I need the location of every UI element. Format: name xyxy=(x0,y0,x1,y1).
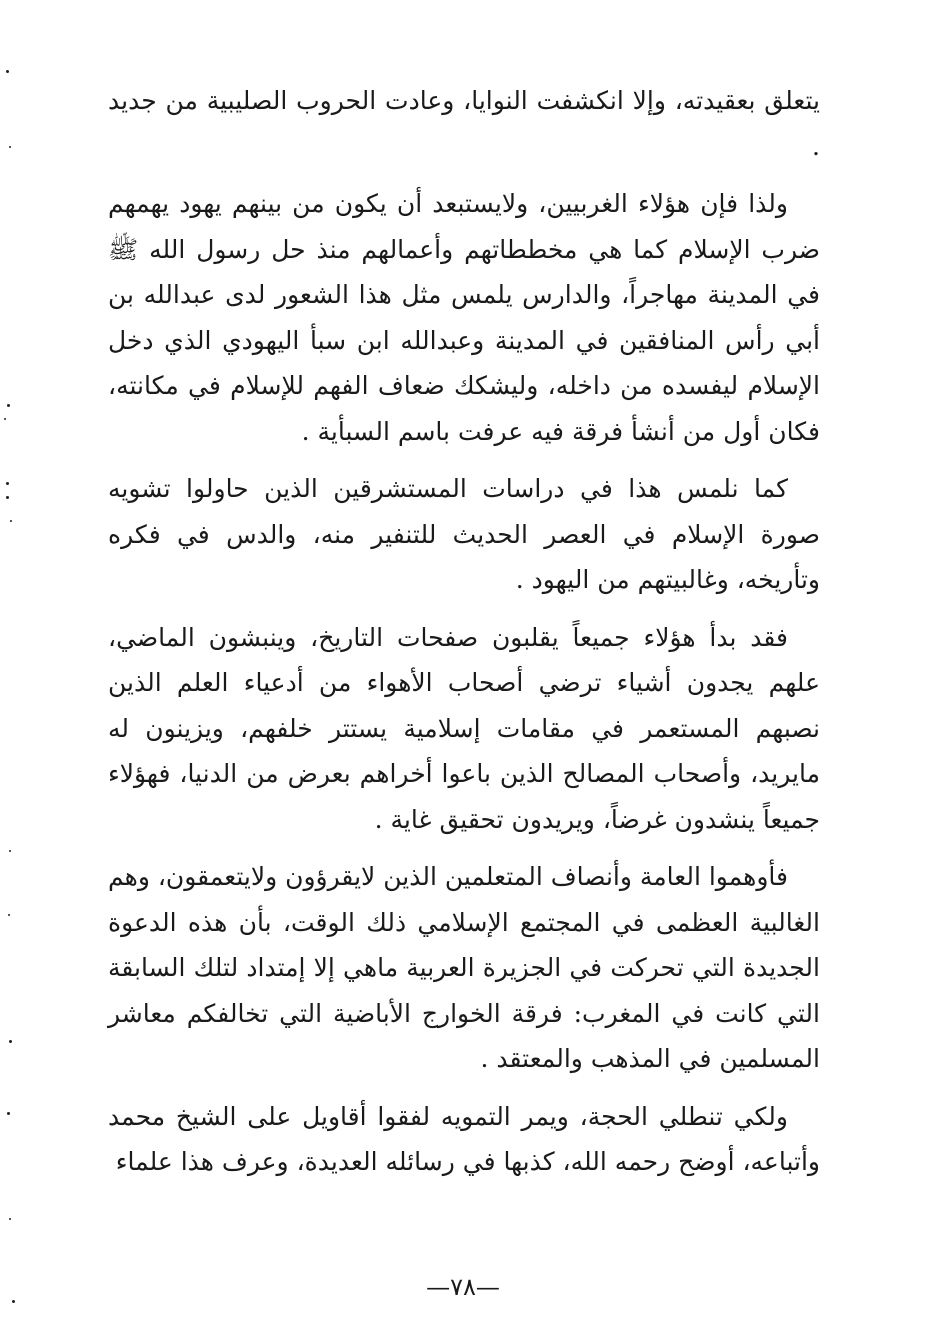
scan-mark xyxy=(9,1218,11,1220)
paragraph-1: يتعلق بعقيدته، وإلا انكشفت النوايا، وعادت الحروب الصليبية من جديد . xyxy=(108,86,820,161)
page-number: —٧٨— xyxy=(426,1273,500,1301)
paragraph-4: فقد بدأ هؤلاء جميعاً يقلبون صفحات التاريخ، وينبشون الماضي، علهم يجدون أشياء ترضي أصحاب الأهواء من أدعياء العلم الذين نصبهم المستعمر في مقامات إسلامية يستتر خلفهم، ويزينون له مايريد، وأصحاب المصالح الذين باعوا أخراهم بعرض من الدنيا، فهؤلاء جميعاً ينشدون غرضاً، ويريدون تحقيق غاية . xyxy=(108,622,820,834)
scan-mark xyxy=(10,520,12,522)
scan-mark xyxy=(9,850,11,852)
scan-mark xyxy=(7,404,10,407)
scan-mark xyxy=(8,914,10,916)
scan-mark xyxy=(9,1040,12,1043)
body-text xyxy=(108,78,820,1197)
scan-mark xyxy=(6,496,9,499)
paragraph-3: كما نلمس هذا في دراسات المستشرقين الذين حاولوا تشويه صورة الإسلام في العصر الحديث للتنفير منه، والدس في فكره وتأريخه، وغالبيتهم من اليهود . xyxy=(108,474,820,594)
scan-mark xyxy=(12,1300,15,1303)
scan-mark xyxy=(9,146,11,148)
paragraph-5: فأوهموا العامة وأنصاف المتعلمين الذين لايقرؤون ولايتعمقون، وهم الغالبية العظمى في المجتمع الإسلامي ذلك الوقت، بأن هذه الدعوة الجديدة التي تحركت في الجزيرة العربية ماهي إلا إمتداد لتلك السابقة التي كانت في المغرب: فرقة الخوارج الأباضية التي تخالفكم معاشر المسلمين في المذهب والمعتقد . xyxy=(108,862,820,1073)
scan-mark xyxy=(4,418,6,420)
paragraph-6: ولكي تنطلي الحجة، ويمر التمويه لفقوا أقاويل على الشيخ محمد وأتباعه، أوضح رحمه الله، كذبها في رسائله العديدة، وعرف هذا علماء xyxy=(108,1101,820,1176)
scan-mark xyxy=(6,482,9,485)
paragraph-2: ولذا فإن هؤلاء الغربيين، ولايستبعد أن يكون من بينهم يهود يهمهم ضرب الإسلام كما هي مخططاتهم وأعمالهم منذ حل رسول الله ﷺ في المدينة مهاجراً، والدارس يلمس مثل هذا الشعور لدى عبدالله بن أبي رأس المنافقين في المدينة وعبدالله ابن سبأ اليهودي الذي دخل الإسلام ليفسده من داخله، وليشكك ضعاف الفهم للإسلام في مكانته، فكان أول من أنشأ فرقة فيه عرفت باسم السبأية . xyxy=(108,189,820,446)
scan-mark xyxy=(6,70,9,73)
scan-mark xyxy=(7,1112,10,1115)
